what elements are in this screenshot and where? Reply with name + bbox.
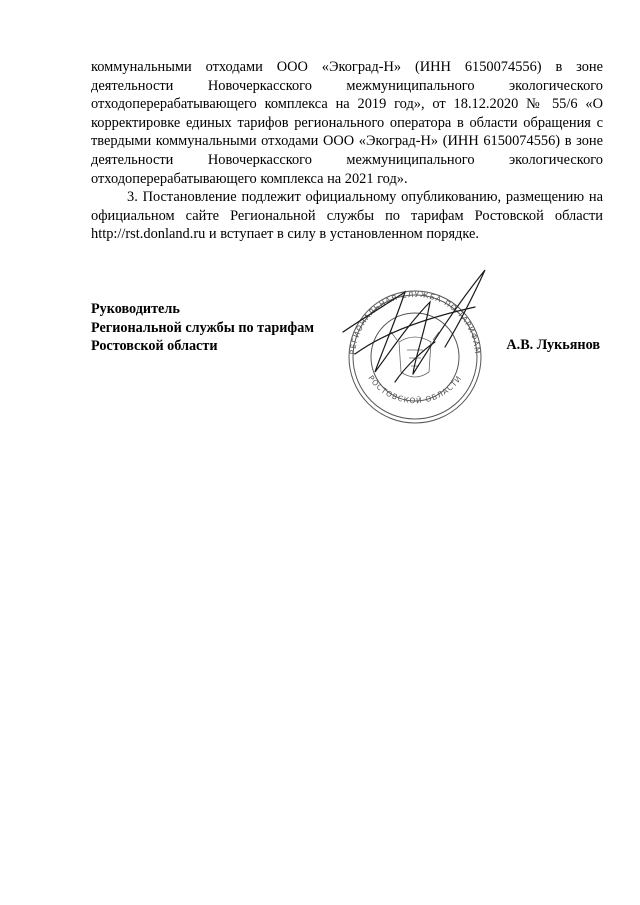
official-seal-with-signature (335, 262, 495, 427)
document-body (91, 58, 603, 244)
signatory-name: А.В. Лукьянов (506, 337, 600, 353)
clause-3-paragraph: 3. Постановление подлежит официальному опубликованию, размещению на официальном сайте Региональной службы по тарифам Ростовской области http://rst.donland.ru и вступает в силу в установленном порядке. (91, 189, 603, 243)
signatory-title-line-2: Региональной службы по тарифам (91, 319, 315, 336)
signatory-title-line-1: Руководитель (91, 301, 180, 317)
seal-text-top: РЕГИОНАЛЬНАЯ СЛУЖБА ПО ТАРИФАМ (348, 289, 483, 355)
seal-text-bottom: РОСТОВСКОЙ ОБЛАСТИ (366, 373, 464, 406)
signatory-title-line-3: Ростовской области (91, 338, 218, 354)
continuation-paragraph: коммунальными отходами ООО «Экоград-Н» (ИНН 6150074556) в зоне деятельности Новочеркасского межмуниципального экологического отходоперерабатывающего комплекса на 2019 год», от 18.12.2020 № 55/6 «О корректировке единых тарифов регионального оператора в области обращения с твердыми коммунальными отходами ООО «Экоград-Н» (ИНН 6150074556) в зоне деятельности Новочеркасского межмуниципального экологического отходоперерабатывающего комплекса на 2021 год». (91, 59, 603, 187)
signatory-title (91, 300, 314, 356)
